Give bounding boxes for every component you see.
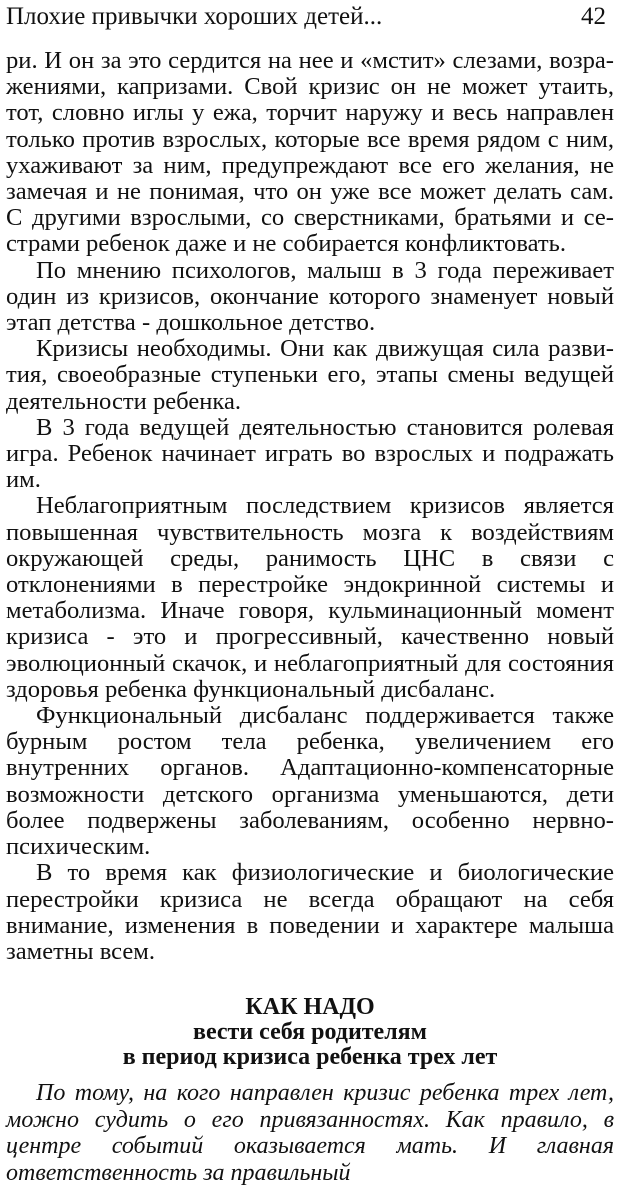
paragraph: Функциональный дисбаланс поддерживается также бурным ростом тела ребенка, увеличением его внутренних органов. Адаптационно-компенсаторные возможности детского организма уменьшаются, дети более подвержены заболеваниям, особенно нервно-психическим. [6,702,614,861]
paragraph: Неблагоприятным последствием кризисов является повышенная чувствительность мозга к воздействиям окружающей среды, ранимость ЦНС в связи с отклонениями в перестройке эндокринной системы и метаболизма. Иначе говоря, кульминационный момент кризиса - это и прогрессивный, качественно новый эволюционный скачок, и неблагоприятный для состояния здоровья ребенка функциональный дисбаланс. [6,492,614,703]
body-text [6,48,614,965]
running-header [6,0,614,36]
paragraph-continued: ри. И он за это сердится на нее и «мстит» слезами, возражениями, капризами. Свой кризис он не может утаить, тот, словно иглы у ежа, торчит наружу и весь направлен только против взрослых, которые все время рядом с ним, ухаживают за ним, предупреждают все его желания, не замечая и не понимая, что он уже все может делать сам. С другими взрослыми, со сверстниками, братьями и сестрами ребенок даже и не собирается конфликтовать. [6,47,614,258]
running-title: Плохие привычки хороших детей... [6,3,383,30]
page-number: 42 [581,3,606,30]
paragraph: По мнению психологов, малыш в 3 года переживает один из кризисов, окончание которого знаменует новый этап детства - дошкольное детство. [6,256,614,337]
section-intro: По тому, на кого направлен кризис ребенка трех лет, можно судить о его привязанностях. Как правило, в центре событий оказывается мать. И главная ответственность за правильный [6,1080,614,1186]
paragraph: Кризисы необходимы. Они как движущая сила развития, своеобразные ступеньки его, этапы смены ведущей деятельности ребенка. [6,335,614,415]
paragraph: В то время как физиологические и биологические перестройки кризиса не всегда обращают на себя внимание, изменения в поведении и характере малыша заметны всем. [6,859,614,965]
section-heading [6,995,614,1070]
section-heading-line: вести себя родителям [192,1019,428,1046]
paragraph: В 3 года ведущей деятельностью становится ролевая игра. Ребенок начинает играть во взрослых и подражать им. [6,413,614,494]
book-page [6,0,614,1186]
section-heading-line: в период кризиса ребенка трех лет [122,1044,498,1071]
section-heading-line: КАК НАДО [245,994,375,1021]
